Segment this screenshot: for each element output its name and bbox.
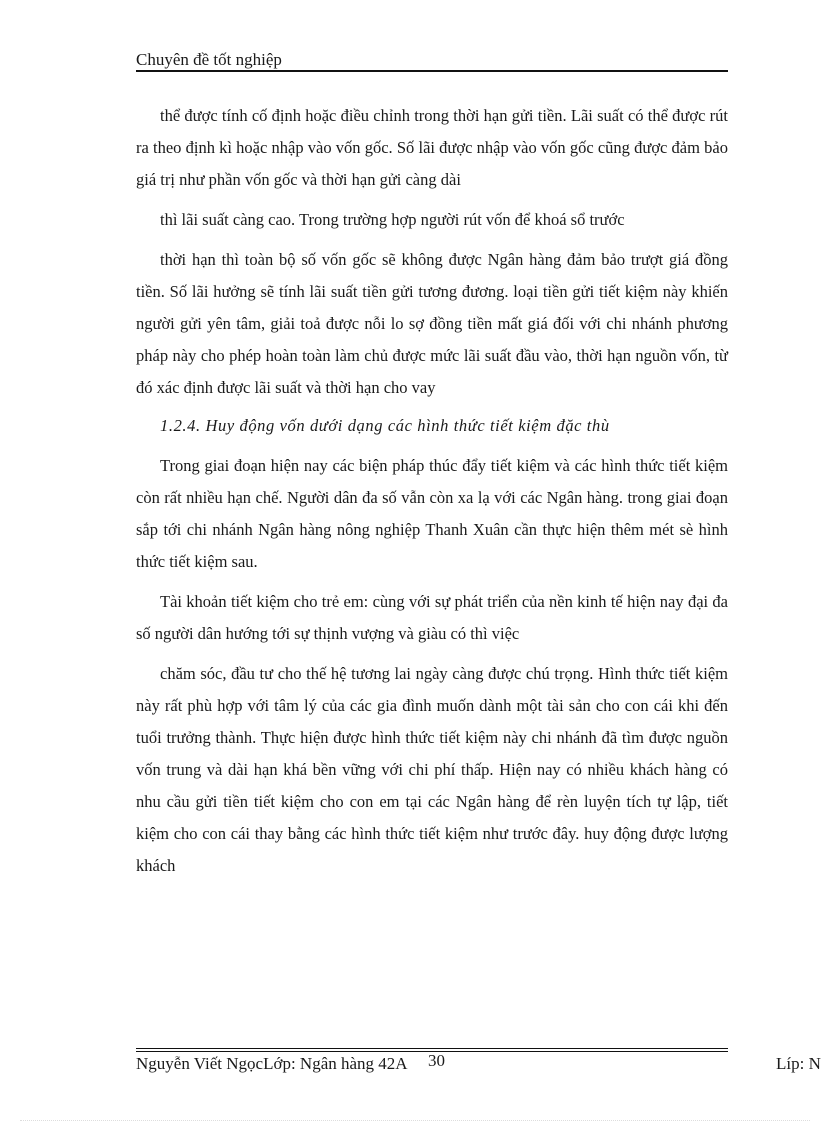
section-heading: 1.2.4. Huy động vốn dưới dạng các hình thức tiết kiệm đặc thù xyxy=(160,416,610,435)
footer-rule xyxy=(136,1048,728,1049)
paragraph: chăm sóc, đầu tư cho thế hệ tương lai ngày càng được chú trọng. Hình thức tiết kiệm này rất phù hợp với tâm lý của các gia đình muốn dành một tài sản cho con cái khi đến tuổi trưởng thành. Thực hiện được hình thức tiết kiệm này chi nhánh đã tìm được nguồn vốn trung và dài hạn khá bền vững với chi phí thấp. Hiện nay có nhiều khách hàng có nhu cầu gửi tiền tiết kiệm cho con em tại các Ngân hàng để rèn luyện tích tự lập, tiết kiệm cho con cái thay bằng các hình thức tiết kiệm như trước đây. huy động được lượng khách xyxy=(136,664,728,875)
paragraph: thì lãi suất càng cao. Trong trường hợp người rút vốn để khoá sổ trước xyxy=(160,210,625,229)
footer-right-text: Líp: N xyxy=(776,1054,821,1073)
page-header-title: Chuyên đề tốt nghiệp xyxy=(136,50,282,69)
page-number: 30 xyxy=(428,1051,445,1070)
paragraph: thời hạn thì toàn bộ số vốn gốc sẽ không được Ngân hàng đảm bảo trượt giá đồng tiền. Số lãi hưởng sẽ tính lãi suất tiền gửi tương đương. loại tiền gửi tiết kiệm này khiến người gửi yên tâm, giải toả được nỗi lo sợ đồng tiền mất giá đối với chi nhánh phương pháp này cho phép hoàn toàn làm chủ được mức lãi suất đầu vào, thời hạn nguồn vốn, từ đó xác định được lãi suất và thời hạn cho vay xyxy=(136,250,728,397)
paragraph: Trong giai đoạn hiện nay các biện pháp thúc đẩy tiết kiệm và các hình thức tiết kiệm còn rất nhiều hạn chế. Người dân đa số vẫn còn xa lạ với các Ngân hàng. trong giai đoạn sắp tới chi nhánh Ngân hàng nông nghiệp Thanh Xuân cần thực hiện thêm mét sè hình thức tiết kiệm sau. xyxy=(136,456,728,571)
paragraph: Tài khoản tiết kiệm cho trẻ em: cùng với sự phát triển của nền kinh tế hiện nay đại đa số người dân hướng tới sự thịnh vượng và giàu có thì việc xyxy=(136,592,728,643)
footer-author-class: Nguyễn Viết NgọcLớp: Ngân hàng 42A xyxy=(136,1054,408,1073)
header-rule xyxy=(136,70,728,72)
document-body xyxy=(136,100,728,882)
page-bottom-edge xyxy=(20,1120,810,1121)
paragraph: thể được tính cố định hoặc điều chỉnh trong thời hạn gửi tiền. Lãi suất có thể được rút ra theo định kì hoặc nhập vào vốn gốc. Số lãi được nhập vào vốn gốc cũng được đảm bảo giá trị như phần vốn gốc và thời hạn gửi càng dài xyxy=(136,106,728,189)
